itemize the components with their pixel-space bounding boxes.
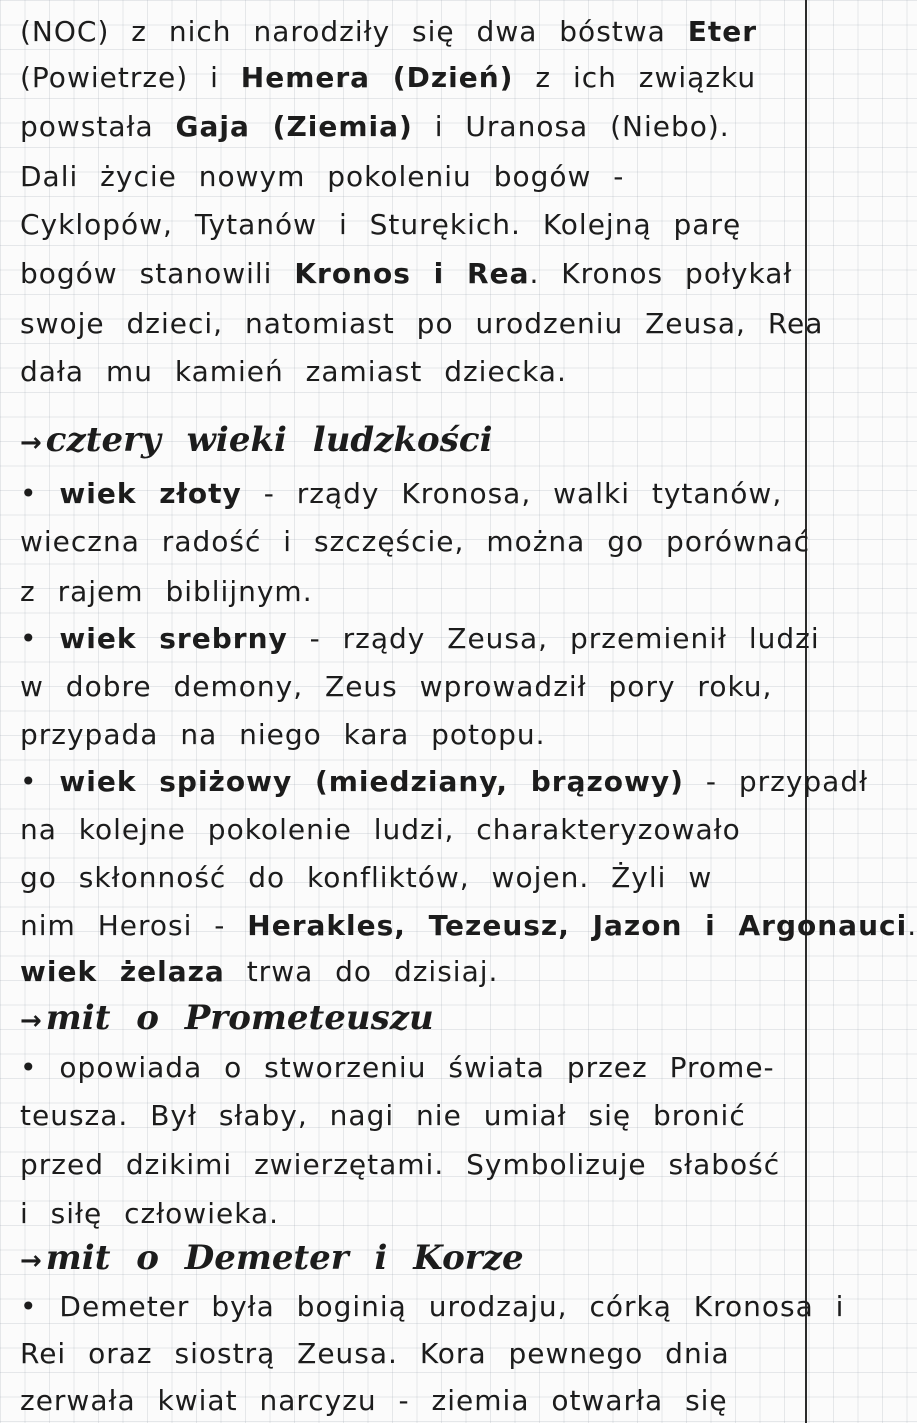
note-line: na kolejne pokolenie ludzi, charakteryzowało [20,813,741,846]
section-heading: → mit o Demeter i Korze [20,1238,524,1278]
list-item: • wiek złoty - rządy Kronosa, walki tytanów, [20,477,783,510]
page-margin-line [805,0,807,1423]
section-heading: → cztery wieki ludzkości [20,420,493,460]
note-line: przed dzikimi zwierzętami. Symbolizuje słabość [20,1148,781,1181]
intro-line: powstała Gaja (Ziemia) i Uranosa (Niebo). [20,110,730,143]
note-line: Rei oraz siostrą Zeusa. Kora pewnego dnia [20,1337,730,1370]
intro-line: bogów stanowili Kronos i Rea. Kronos połykał [20,257,793,290]
arrow-right-icon: → [20,1006,42,1036]
intro-line: (NOC) z nich narodziły się dwa bóstwa Eter [20,15,758,48]
arrow-right-icon: → [20,428,42,458]
note-line: przypada na niego kara potopu. [20,718,546,751]
intro-line: dała mu kamień zamiast dziecka. [20,355,567,388]
list-item: • Demeter była boginią urodzaju, córką Kronosa i [20,1290,845,1323]
intro-line: Cyklopów, Tytanów i Sturękich. Kolejną parę [20,208,742,241]
intro-line: (Powietrze) i Hemera (Dzień) z ich związku [20,61,757,94]
list-item: • wiek spiżowy (miedziany, brązowy) - przypadł [20,765,869,798]
list-item: • wiek srebrny - rządy Zeusa, przemienił ludzi [20,622,820,655]
intro-line: Dali życie nowym pokoleniu bogów - [20,160,625,193]
arrow-right-icon: → [20,1246,42,1276]
intro-line: swoje dzieci, natomiast po urodzeniu Zeusa, Rea [20,307,824,340]
note-line: z rajem biblijnym. [20,575,313,608]
list-item: • opowiada o stworzeniu świata przez Prome- [20,1051,775,1084]
note-line: teusza. Był słaby, nagi nie umiał się bronić [20,1099,746,1132]
note-line: w dobre demony, Zeus wprowadził pory roku, [20,670,773,703]
section-heading: → mit o Prometeuszu [20,998,434,1038]
list-item: wiek żelaza trwa do dzisiaj. [20,955,499,988]
note-line: nim Herosi - Herakles, Tezeusz, Jazon i Argonauci. [20,909,917,942]
note-line: go skłonność do konfliktów, wojen. Żyli w [20,861,713,894]
note-line: wieczna radość i szczęście, można go porównać [20,525,811,558]
note-line: zerwała kwiat narcyzu - ziemia otwarła się [20,1384,728,1417]
note-line: i siłę człowieka. [20,1197,279,1230]
